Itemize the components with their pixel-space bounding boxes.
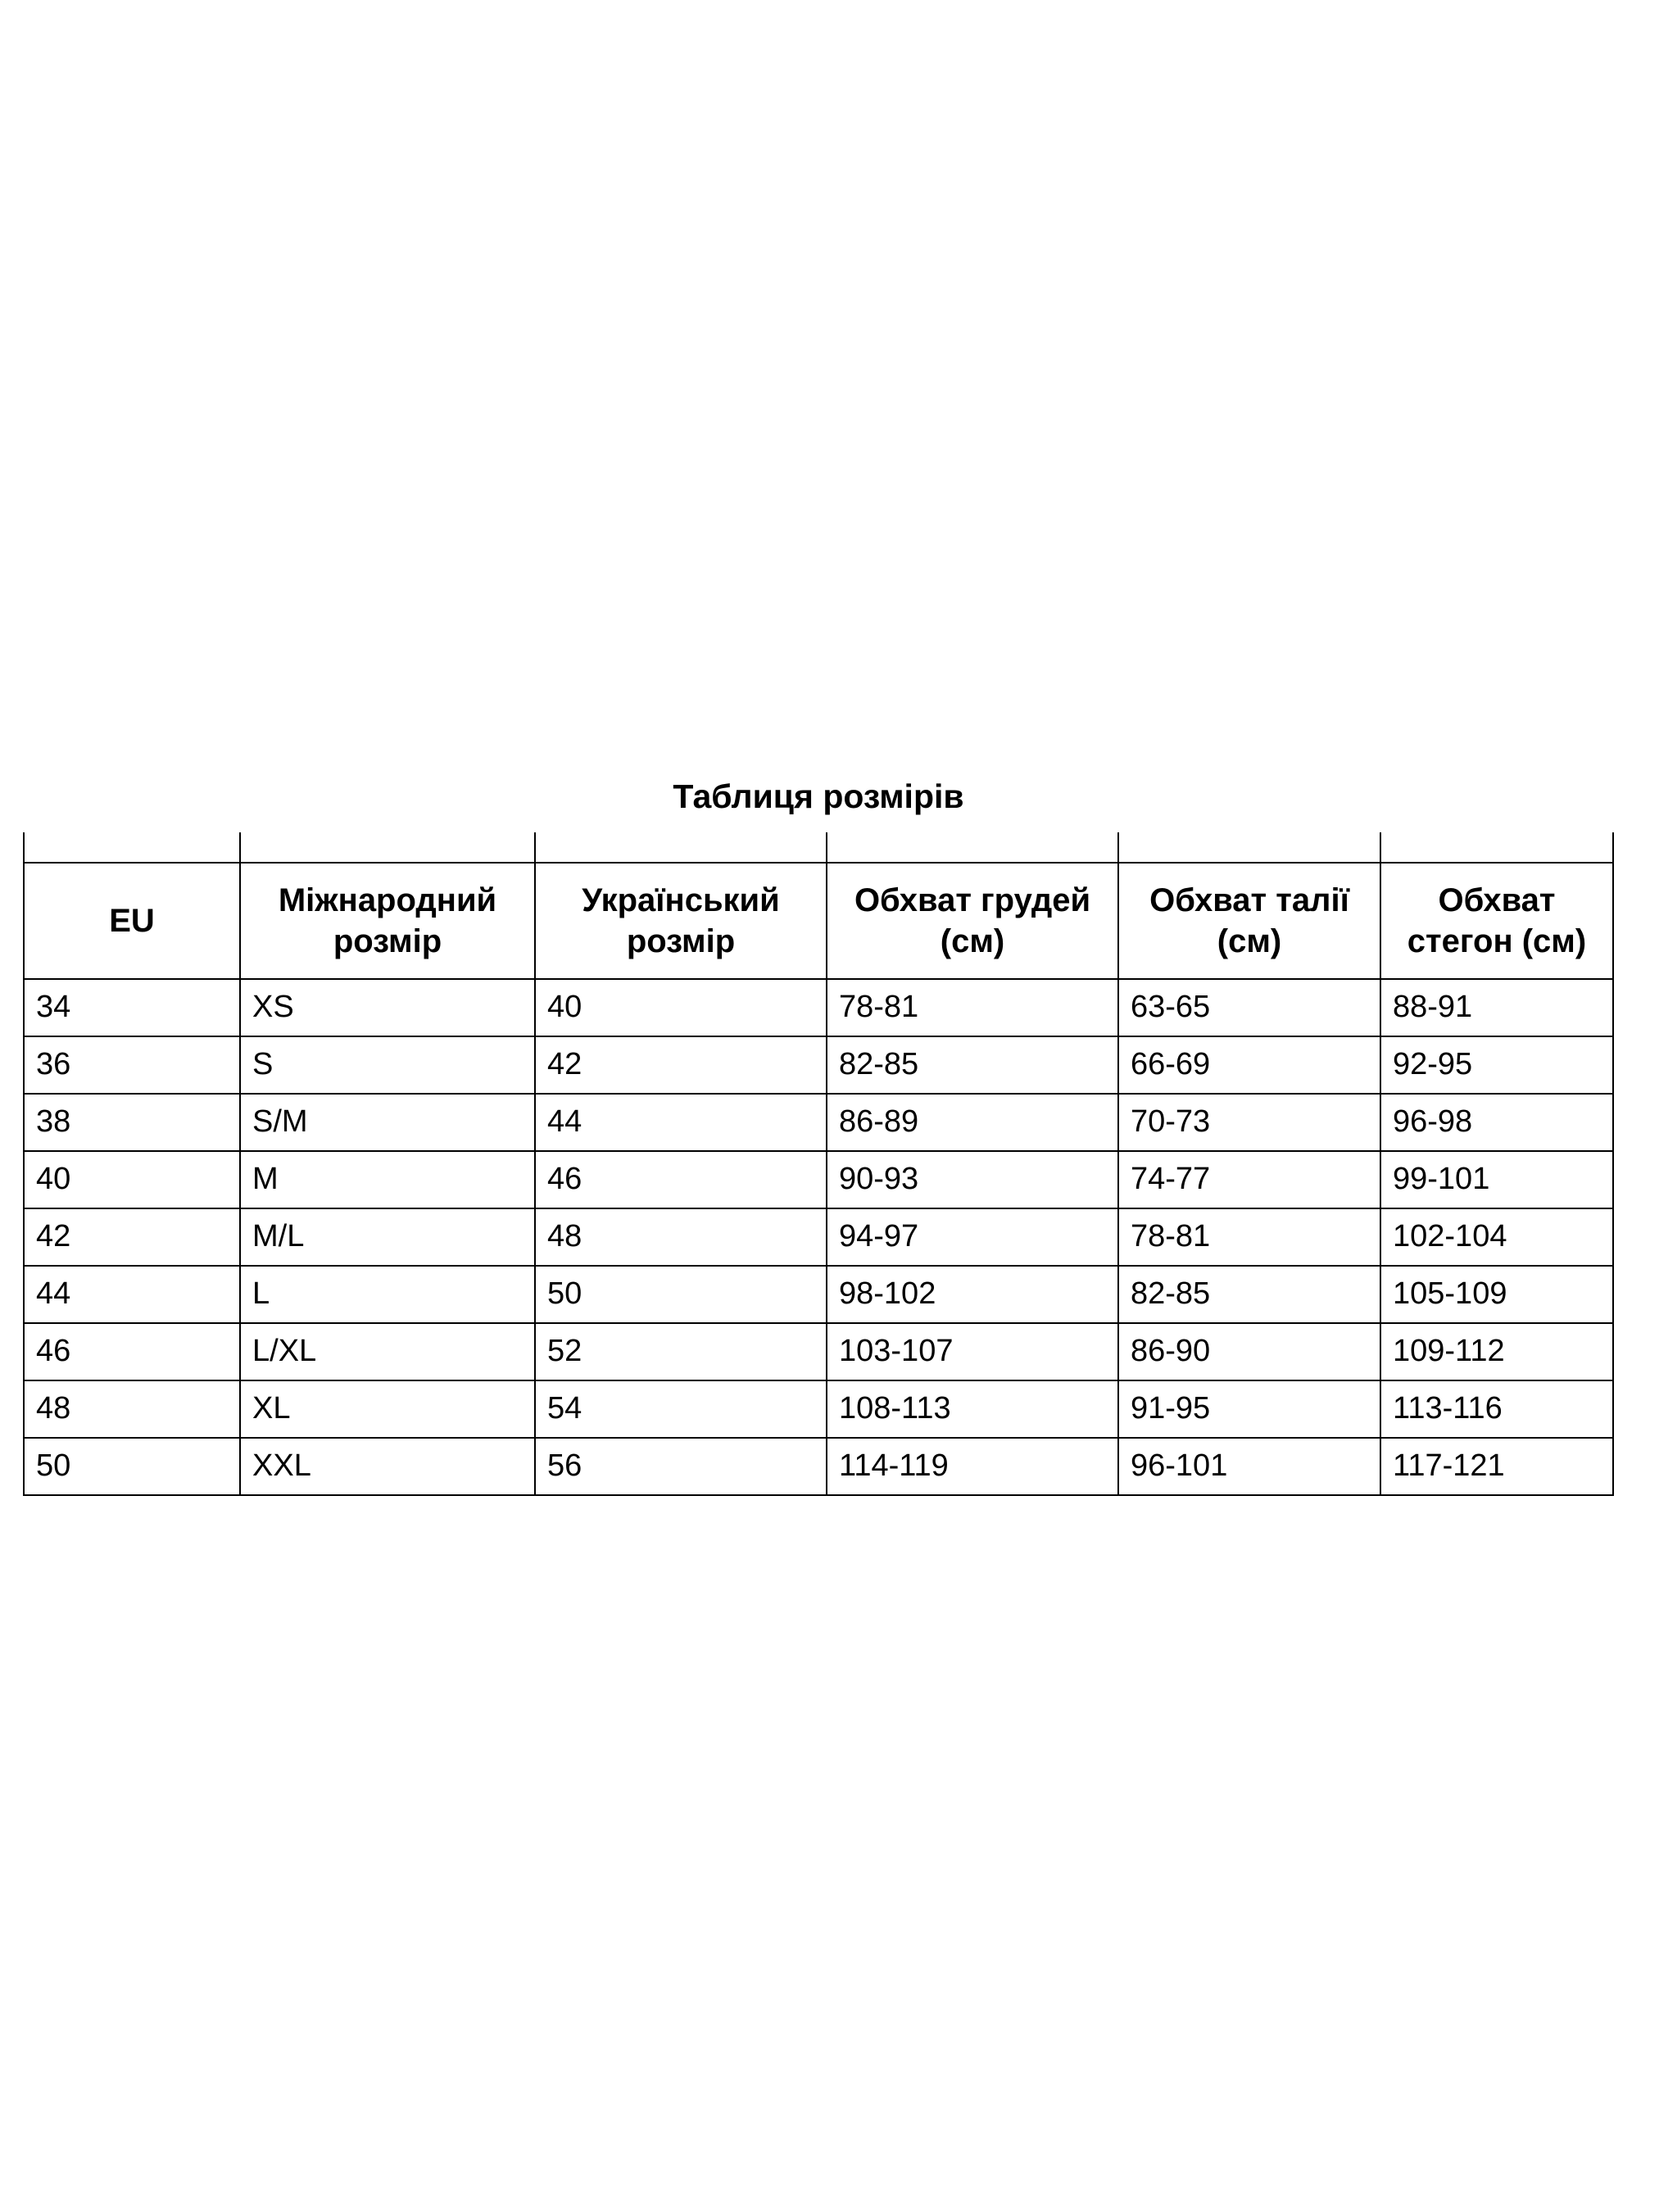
cell-international-size: S/M: [240, 1094, 535, 1151]
cell-ukrainian-size: 48: [535, 1208, 827, 1266]
cell-international-size: L/XL: [240, 1323, 535, 1380]
cell-international-size: S: [240, 1036, 535, 1094]
cell-waist: 66-69: [1118, 1036, 1380, 1094]
table-row: [24, 1266, 1613, 1323]
table-row: [24, 1438, 1613, 1495]
spacer-cell: [1118, 832, 1380, 863]
size-table-container: [23, 762, 1629, 1496]
size-chart-table: [23, 762, 1614, 1496]
cell-chest: 103-107: [827, 1323, 1118, 1380]
cell-chest: 114-119: [827, 1438, 1118, 1495]
table-row: [24, 1323, 1613, 1380]
cell-hips: 105-109: [1380, 1266, 1613, 1323]
cell-waist: 96-101: [1118, 1438, 1380, 1495]
cell-ukrainian-size: 52: [535, 1323, 827, 1380]
cell-ukrainian-size: 46: [535, 1151, 827, 1208]
cell-eu: 38: [24, 1094, 240, 1151]
table-row: [24, 1151, 1613, 1208]
cell-ukrainian-size: 50: [535, 1266, 827, 1323]
cell-eu: 48: [24, 1380, 240, 1438]
table-row: [24, 1380, 1613, 1438]
cell-waist: 91-95: [1118, 1380, 1380, 1438]
cell-hips: 109-112: [1380, 1323, 1613, 1380]
cell-hips: 117-121: [1380, 1438, 1613, 1495]
cell-chest: 90-93: [827, 1151, 1118, 1208]
cell-eu: 46: [24, 1323, 240, 1380]
cell-hips: 102-104: [1380, 1208, 1613, 1266]
spacer-cell: [240, 832, 535, 863]
cell-eu: 34: [24, 979, 240, 1036]
cell-chest: 108-113: [827, 1380, 1118, 1438]
cell-eu: 42: [24, 1208, 240, 1266]
table-row: [24, 979, 1613, 1036]
cell-waist: 74-77: [1118, 1151, 1380, 1208]
cell-hips: 113-116: [1380, 1380, 1613, 1438]
column-header-ukrainian-size: Український розмір: [535, 863, 827, 979]
cell-international-size: L: [240, 1266, 535, 1323]
cell-ukrainian-size: 40: [535, 979, 827, 1036]
cell-international-size: XS: [240, 979, 535, 1036]
cell-ukrainian-size: 44: [535, 1094, 827, 1151]
cell-chest: 78-81: [827, 979, 1118, 1036]
cell-eu: 50: [24, 1438, 240, 1495]
cell-hips: 92-95: [1380, 1036, 1613, 1094]
cell-waist: 70-73: [1118, 1094, 1380, 1151]
cell-waist: 86-90: [1118, 1323, 1380, 1380]
column-header-hips: Обхват стегон (см): [1380, 863, 1613, 979]
cell-international-size: M: [240, 1151, 535, 1208]
cell-ukrainian-size: 42: [535, 1036, 827, 1094]
column-header-waist: Обхват талії (см): [1118, 863, 1380, 979]
cell-chest: 94-97: [827, 1208, 1118, 1266]
cell-chest: 86-89: [827, 1094, 1118, 1151]
cell-ukrainian-size: 54: [535, 1380, 827, 1438]
column-header-chest: Обхват грудей (см): [827, 863, 1118, 979]
column-header-international-size: Міжнародний розмір: [240, 863, 535, 979]
table-spacer-row: [24, 832, 1613, 863]
cell-eu: 40: [24, 1151, 240, 1208]
spacer-cell: [535, 832, 827, 863]
cell-waist: 63-65: [1118, 979, 1380, 1036]
cell-ukrainian-size: 56: [535, 1438, 827, 1495]
table-row: [24, 1208, 1613, 1266]
cell-waist: 82-85: [1118, 1266, 1380, 1323]
cell-hips: 96-98: [1380, 1094, 1613, 1151]
cell-international-size: M/L: [240, 1208, 535, 1266]
table-row: [24, 1094, 1613, 1151]
cell-hips: 99-101: [1380, 1151, 1613, 1208]
page-title: Таблиця розмірів: [24, 762, 1613, 832]
cell-international-size: XL: [240, 1380, 535, 1438]
spacer-cell: [1380, 832, 1613, 863]
cell-chest: 98-102: [827, 1266, 1118, 1323]
spacer-cell: [24, 832, 240, 863]
cell-eu: 36: [24, 1036, 240, 1094]
table-header-row: [24, 863, 1613, 979]
column-header-eu: EU: [24, 863, 240, 979]
spacer-cell: [827, 832, 1118, 863]
cell-international-size: XXL: [240, 1438, 535, 1495]
cell-waist: 78-81: [1118, 1208, 1380, 1266]
cell-eu: 44: [24, 1266, 240, 1323]
cell-hips: 88-91: [1380, 979, 1613, 1036]
table-title-row: [24, 762, 1613, 832]
cell-chest: 82-85: [827, 1036, 1118, 1094]
table-row: [24, 1036, 1613, 1094]
